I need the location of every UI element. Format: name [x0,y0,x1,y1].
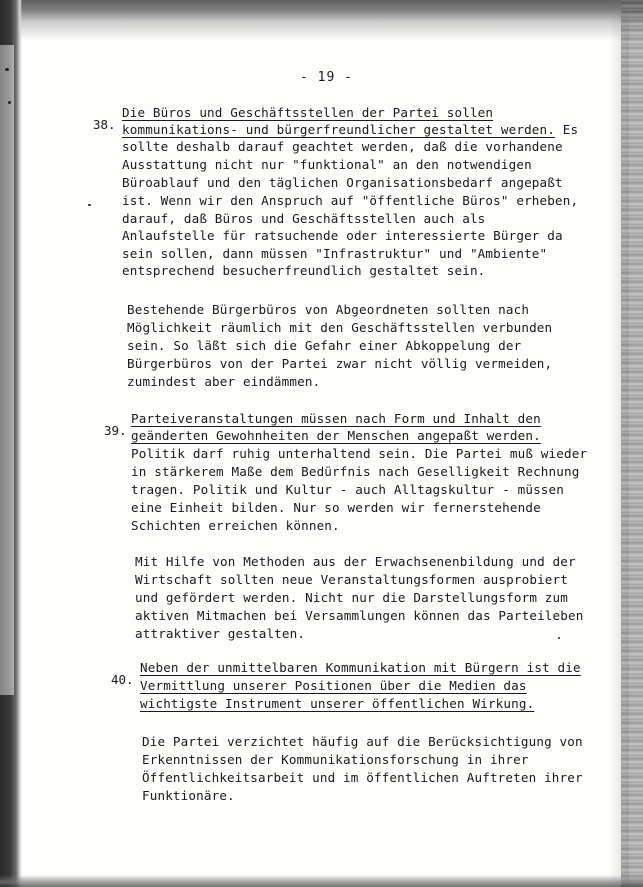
body-line: entsprechend besucherfreundlich gestaltet sein. [122,263,486,278]
scan-speck [558,637,560,639]
scan-edge-right [621,0,643,887]
body-line: Funktionäre. [142,788,235,803]
section-heading-line: Parteiveranstaltungen müssen nach Form und Inhalt den [131,411,541,426]
body-line: Büroablauf und den täglichen Organisationsbedarf angepaßt [122,175,563,190]
body-line: in stärkerem Maße dem Bedürfnis nach Geselligkeit Rechnung [131,464,580,479]
section-heading-line: geänderten Gewohnheiten der Menschen angepaßt werden. [131,428,541,443]
section-heading-wrapper [122,121,578,138]
body-line: sein sollen, dann müssen "Infrastruktur" und "Ambiente" [122,246,548,261]
scan-edge-top [0,0,643,40]
body-line: Ausstattung nicht nur "funktional" an den notwendigen [122,157,532,172]
section-number: 39. [104,423,127,438]
section-heading-line: Vermittlung unserer Positionen über die Medien das [140,678,527,693]
body-line: sein. So läßt sich die Gefahr einer Abkoppelung der [127,338,522,353]
body-line: sollte deshalb darauf geachtet werden, daß die vorhandene [122,139,563,154]
body-line: aktiven Mitmachen bei Versammlungen können das Parteileben [135,608,584,623]
body-line: Schichten erreichen können. [131,518,340,533]
scan-edge-left-gap [0,45,14,695]
body-line: Anlaufstelle für ratsuchende oder interessierte Bürger da [122,228,563,243]
scan-edge-bottom [0,875,643,887]
section-number: 38. [93,117,116,132]
body-line: zumindest aber eindämmen. [127,374,321,389]
body-line: Wirtschaft sollten neue Veranstaltungsformen ausprobiert [135,572,568,587]
body-line: Öffentlichkeitsarbeit und im öffentlichen Auftreten ihrer [142,770,583,785]
section-number: 40. [111,672,134,687]
body-line: darauf, daß Büros und Geschäftsstellen auch als [122,211,486,226]
section-heading-line: kommunikations- und bürgerfreundlicher gestaltet werden. [122,122,555,137]
body-line: tragen. Politik und Kultur - auch Alltagskultur - müssen [131,482,564,497]
section-heading-line: wichtigste Instrument unserer öffentlichen Wirkung. [140,696,535,711]
body-line: Bürgerbüros von der Partei zwar nicht völlig vermeiden, [127,356,553,371]
scan-speck [5,68,9,71]
body-line: eine Einheit bilden. Nur so werden wir fernerstehende [131,500,541,515]
section-heading-line: Neben der unmittelbaren Kommunikation mit Bürgern ist die [140,660,581,675]
body-line: Erkenntnissen der Kommunikationsforschung in ihrer [142,752,529,767]
scan-speck [88,204,91,206]
body-line: und gefördert werden. Nicht nur die Darstellungsform zum [135,590,568,605]
body-line: Die Partei verzichtet häufig auf die Berücksichtigung von [142,734,583,749]
body-line: Möglichkeit räumlich mit den Geschäftsstellen verbunden [127,320,553,335]
body-line: Bestehende Bürgerbüros von Abgeordneten sollten nach [127,302,530,317]
body-line: ist. Wenn wir den Anspruch auf "öffentliche Büros" erheben, [122,193,579,208]
section-heading-tail: Es [555,122,579,137]
scan-speck [8,101,11,104]
section-heading-line: Die Büros und Geschäftsstellen der Partei sollen [122,105,494,120]
body-line: attraktiver gestalten. [135,626,306,641]
body-line: Politik darf ruhig unterhaltend sein. Die Partei muß wieder [131,446,588,461]
page-number: - 19 - [300,70,353,85]
body-line: Mit Hilfe von Methoden aus der Erwachsenenbildung und der [135,554,576,569]
